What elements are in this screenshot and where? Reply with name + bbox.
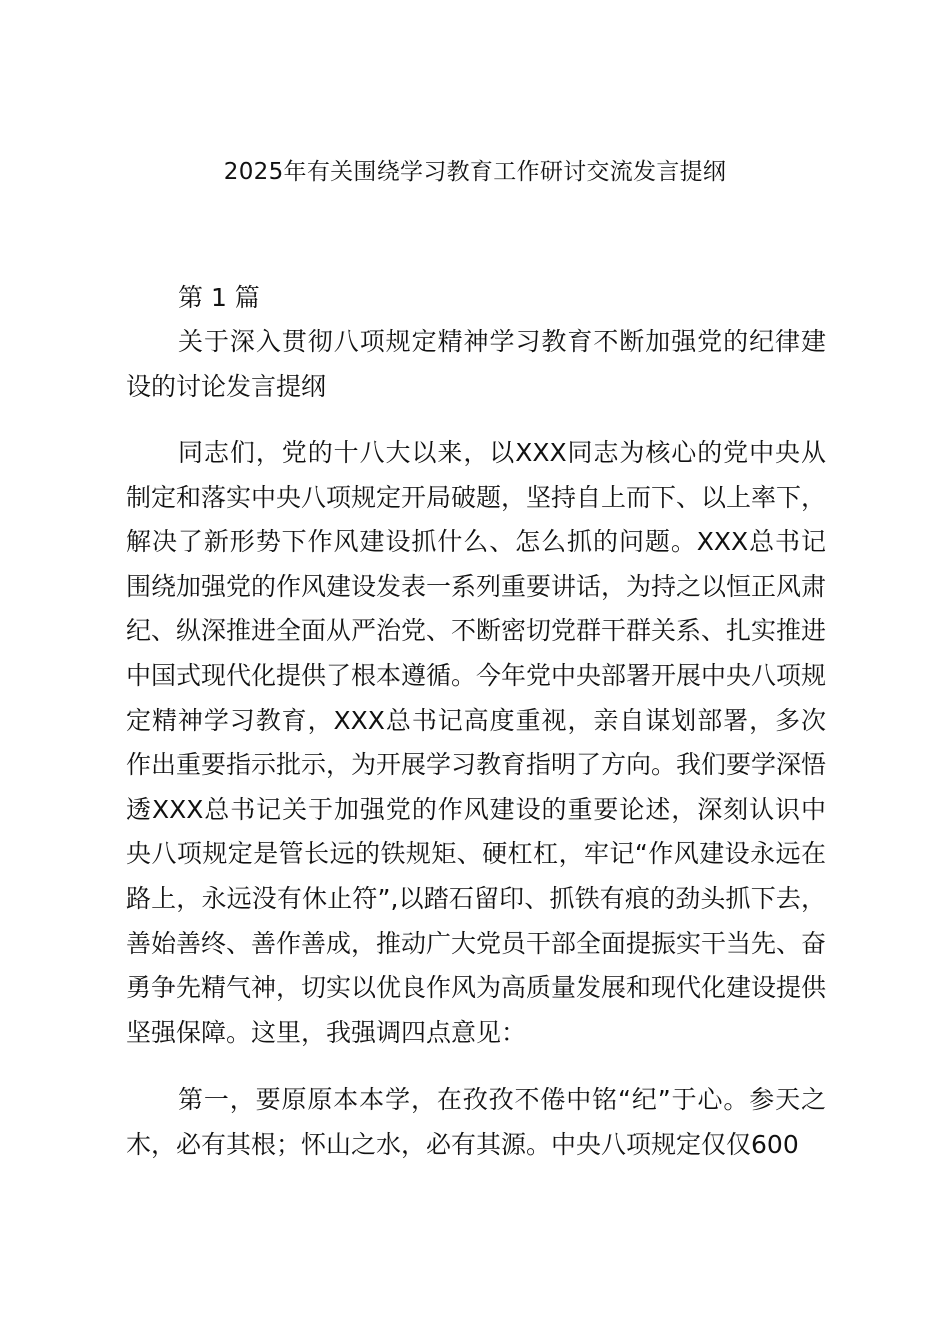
section-heading: 第 1 篇	[178, 283, 260, 312]
body-paragraph: 第一，要原原本本学，在孜孜不倦中铭“纪”于心。参天之木，必有其根；怀山之水，必有其源。中央八项规定仅仅600	[126, 1085, 826, 1159]
body-paragraph: 同志们，党的十八大以来，以XXX同志为核心的党中央从制定和落实中央八项规定开局破题，坚持自上而下、以上率下，解决了新形势下作风建设抓什么、怎么抓的问题。XXX总书记围绕加强党的作风建设发表一系列重要讲话，为持之以恒正风肃纪、纵深推进全面从严治党、不断密切党群干群关系、扎实推进中国式现代化提供了根本遵循。今年党中央部署开展中央八项规定精神学习教育，XXX总书记高度重视，亲自谋划部署，多次作出重要指示批示，为开展学习教育指明了方向。我们要学深悟透XXX总书记关于加强党的作风建设的重要论述，深刻认识中央八项规定是管长远的铁规矩、硬杠杠，牢记“作风建设永远在路上，永远没有休止符”,以踏石留印、抓铁有痕的劲头抓下去，善始善终、善作善成，推动广大党员干部全面提振实干当先、奋勇争先精气神，切实以优良作风为高质量发展和现代化建设提供坚强保障。这里，我强调四点意见：	[126, 438, 827, 1047]
document-title: 2025年有关围绕学习教育工作研讨交流发言提纲	[223, 159, 727, 185]
speech-title: 关于深入贯彻八项规定精神学习教育不断加强党的纪律建设的讨论发言提纲	[126, 327, 826, 401]
